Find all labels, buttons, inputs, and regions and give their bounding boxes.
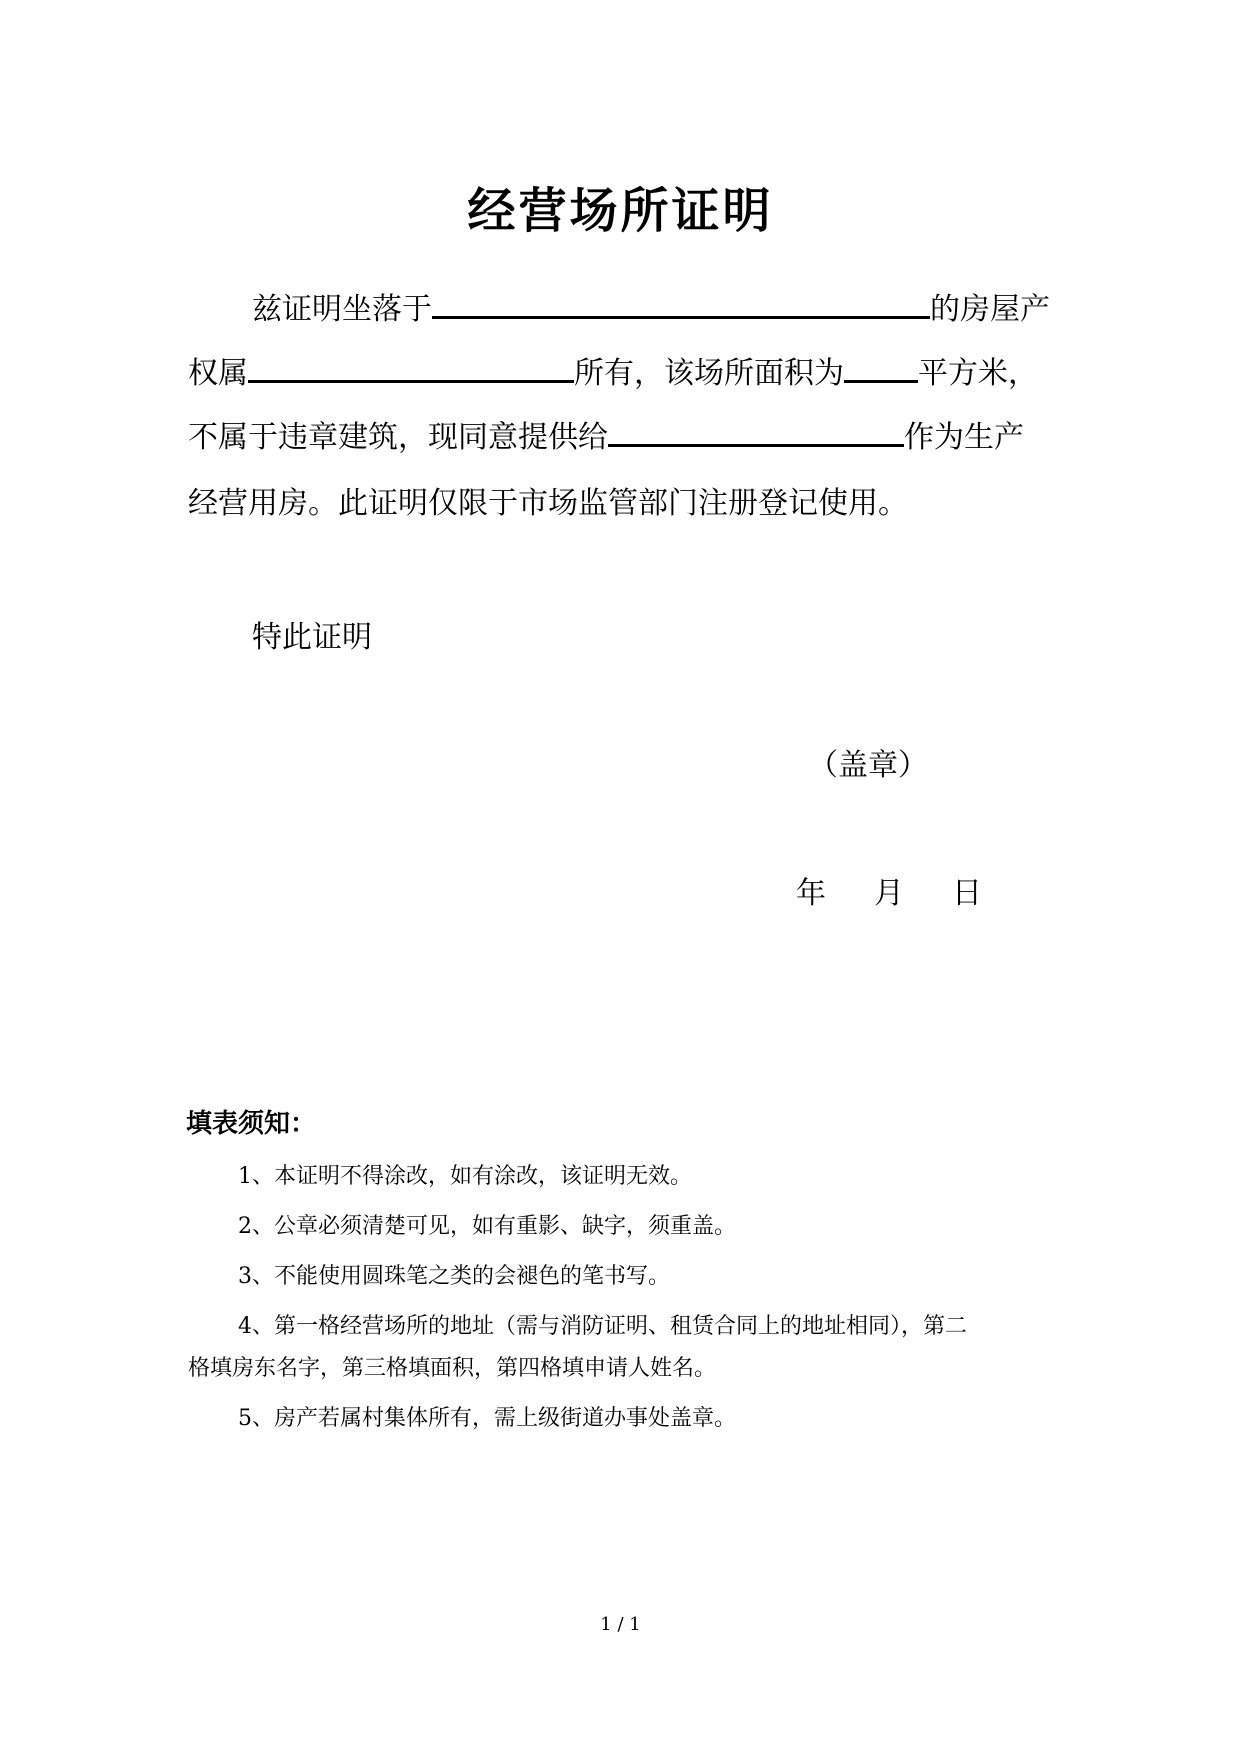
note-item: 4、第一格经营场所的地址（需与消防证明、租赁合同上的地址相同），第二 [238,1314,967,1339]
body-line-1 [252,288,1050,332]
date-day: 日 [952,876,982,911]
notes-heading: 填表须知： [186,1109,317,1139]
body-line-2 [188,352,1038,396]
body-line-3 [188,416,1024,460]
owner-name-blank[interactable] [248,354,574,383]
date-year: 年 [796,876,826,911]
page-number: 1 / 1 [600,1614,641,1635]
body-line-2-prefix: 权属 [188,356,248,391]
body-line-4: 经营用房。此证明仅限于市场监管部门注册登记使用。 [188,486,908,521]
document-title: 经营场所证明 [467,183,774,239]
body-line-2-suffix: 平方米， [918,356,1038,391]
body-line-2-middle: 所有，该场所面积为 [574,356,844,391]
note-item: 1、本证明不得涂改，如有涂改，该证明无效。 [238,1164,692,1189]
date-month: 月 [874,876,904,911]
note-item-continuation: 格填房东名字，第三格填面积，第四格填申请人姓名。 [188,1356,717,1381]
body-line-1-prefix: 兹证明坐落于 [252,292,432,327]
note-item: 3、不能使用圆珠笔之类的会褪色的笔书写。 [238,1264,670,1289]
note-item: 2、公章必须清楚可见，如有重影、缺字，须重盖。 [238,1214,736,1239]
note-item: 5、房产若属村集体所有，需上级街道办事处盖章。 [238,1406,736,1431]
address-blank[interactable] [432,290,930,319]
body-line-1-suffix: 的房屋产 [930,292,1050,327]
closing-text: 特此证明 [252,620,372,655]
body-line-3-suffix: 作为生产 [904,420,1024,455]
body-line-3-prefix: 不属于违章建筑，现同意提供给 [188,420,608,455]
seal-placeholder: （盖章） [808,748,928,783]
area-blank[interactable] [844,354,918,383]
applicant-name-blank[interactable] [608,418,904,447]
